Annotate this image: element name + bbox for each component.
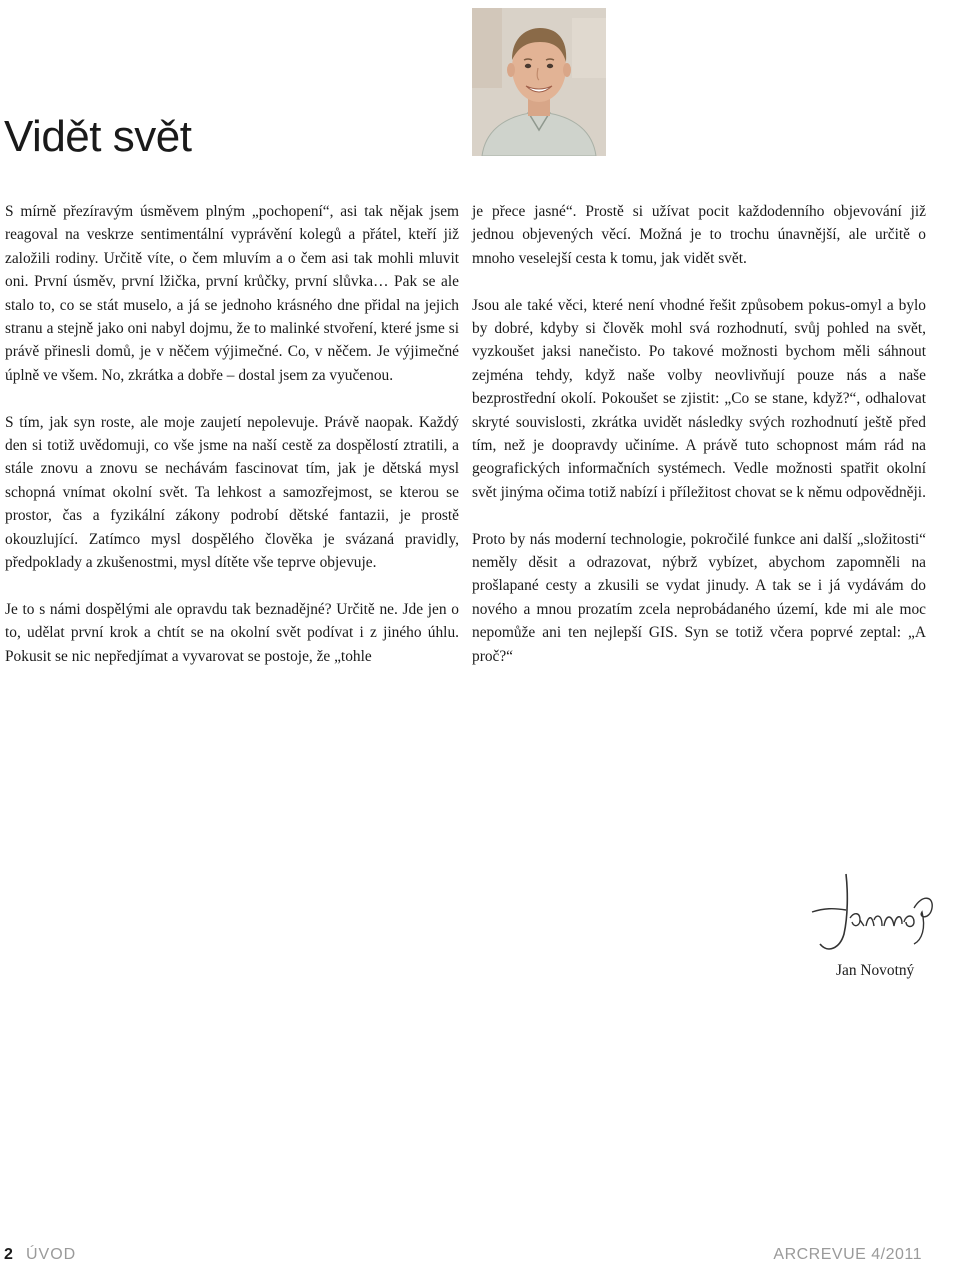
section-label: ÚVOD: [26, 1246, 77, 1263]
handwritten-signature: [810, 868, 940, 958]
paragraph: Proto by nás moderní technologie, pokročilé funkce ani další „složitosti“ neměly děsit a odrazovat, nýbrž vybízet, abychom zapomněli na prošlapané cesty a zkusili se vydat jinudy. A tak se i já vydávám do nového a mnou prozatím zcela neprobádaného území, kde mi ale moc nepomůže ani ten nejlepší GIS. Syn se totiž včera poprvé zeptal: „A proč?“: [472, 530, 926, 665]
author-name: Jan Novotný: [836, 962, 915, 979]
page-footer: [0, 1243, 960, 1267]
article-column-right: [472, 200, 926, 691]
paragraph: S mírně přezíravým úsměvem plným „pochopení“, asi tak nějak jsem reagoval na veskrze sentimentální vyprávění kolegů a přátel, kteří již založili rodiny. Určitě víte, o čem mluvím a o čem asi tak mohli mluvit oni. První úsměv, první lžička, první krůčky, první slůvka… Pak se ale stalo to, co se stát muselo, a já se jednoho krásného dne přidal na jejich stranu a stejně jako oni nabyl dojmu, že to malinké stvoření, které jsme si právě přinesli domů, je v něčem výjimečné. Co, v něčem. Je výjimečné úplně ve všem. No, zkrátka a dobře – dostal jsem za vyučenou.: [5, 203, 459, 384]
paragraph: je přece jasné“. Prostě si užívat pocit každodenního objevování již jednou objevených věcí. Možná je to trochu únavnější, ale určitě o mnoho veselejší cesta k tomu, jak vidět svět.: [472, 203, 926, 267]
author-photo: [472, 8, 606, 156]
magazine-issue: ARCREVUE 4/2011: [773, 1246, 922, 1263]
article-title: Vidět svět: [4, 112, 192, 161]
article-column-left: [5, 200, 459, 691]
paragraph: Jsou ale také věci, které není vhodné řešit způsobem pokus-omyl a bylo by dobré, kdyby si člověk mohl svá rozhodnutí, svůj pohled na svět, vyzkoušet jaksi nanečisto. Po takové možnosti bychom měli sáhnout zejména tehdy, když naše volby neovlivňují pouze nás a naše bezprostřední okolí. Pokoušet se zjistit: „Co se stane, když?“, odhalovat skryté souvislosti, zkrátka uvidět následky svých rozhodnutí ještě před tím, než je doopravdy učiníme. A právě tuto schopnost mám rád na geografických informačních systémech. Vedle možnosti spatřit okolní svět jinýma očima totiž nabízí i příležitost chovat se k němu odpovědněji.: [472, 296, 926, 501]
paragraph: Je to s námi dospělými ale opravdu tak beznadějné? Určitě ne. Jde jen o to, udělat první krok a chtít se na okolní svět podívat i z jiného úhlu. Pokusit se nic nepředjímat a vyvarovat se postoje, že „tohle: [5, 600, 459, 665]
paragraph: S tím, jak syn roste, ale moje zaujetí nepolevuje. Právě naopak. Každý den si totiž uvědomuji, co vše jsme na naší cestě za dospělostí ztratili, a stále znovu a znovu se nechávám fascinovat tím, jak je dětská mysl schopná vnímat okolní svět. Ta lehkost a samozřejmost, se kterou se prostor, čas a fyzikální zákony podrobí dětské fantazii, je prostě okouzlující. Zatímco mysl dospělého člověka je svázaná pravidly, předpoklady a zkušenostmi, mysl dítěte vše teprve objevuje.: [5, 413, 459, 572]
page-number: 2: [4, 1246, 13, 1263]
